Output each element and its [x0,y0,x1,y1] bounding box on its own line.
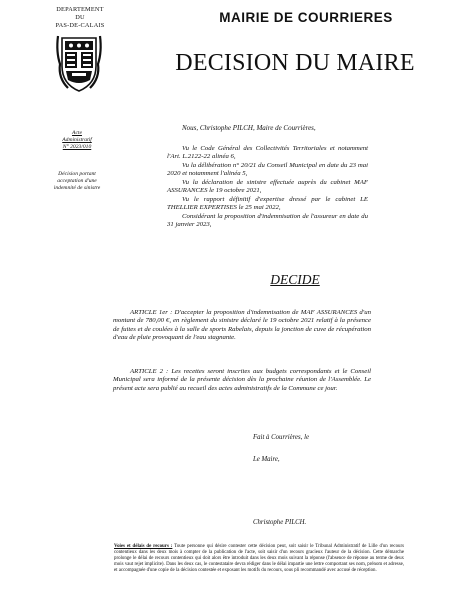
coat-of-arms-icon [54,34,104,94]
mairie-title: MAIRIE DE COURRIERES [219,10,393,25]
signature-place-date: Fait à Courrières, le [253,434,310,441]
vu-paragraph: Vu la délibération n° 20/21 du Conseil Municipal en date du 23 mai 2020 et notamment l'alinéa 5, [167,161,368,178]
subject-line: acceptation d'une [57,178,97,184]
decision-subject [16,171,138,192]
subject-line: Décision portant [58,171,96,177]
signature-name: Christophe PILCH. [253,519,307,526]
article-1: ARTICLE 1er : D'accepter la proposition d'indemnisation de MAF ASSURANCES d'un montant de 780,00 €, en règlement du sinistre déclaré le 19 octobre 2021 relatif à la présence de fuites et de coulées à la salle de sports Rabelais, depuis la jonction de cuve de récupération d'eau de pluie provoquant de l'eau stagnante. [113,309,371,342]
department-line: DEPARTEMENT [56,6,104,13]
signature-role: Le Maire, [253,456,280,463]
decide-heading: DECIDE [270,272,320,287]
department-line: PAS-DE-CALAIS [55,22,105,29]
vu-paragraph: Vu le Code Général des Collectivités Territoriales et notamment l'Art. L.2122-22 alinéa 6, [167,145,368,161]
vu-paragraph: Vu le rapport définitif d'expertise dressé par le cabinet LE THELLIER EXPERTISES le 25 mai 2022, [167,195,368,212]
acte-line: Acte [72,130,82,136]
vu-paragraph: Vu la déclaration de sinistre effectuée auprès du cabinet MAF ASSURANCES le 19 octobre 2021, [167,178,368,195]
department-block [24,6,136,30]
acte-reference [16,130,138,151]
appeal-notice-text: Toute personne qui désire contester cette décision peut, soit saisir le Tribunal Administratif de Lille d'un recours contentieux dans les deux mois à compter de la publication de l'acte, soit saisir d'un recours gracieux l'auteur de la décision. Cette démarche prolonge le délai de recours contentieux qui doit alors être introduit dans les deux mois suivant la réponse (l'absence de réponse au terme de deux mois vaut rejet implicite). Dans les deux cas, le contestataire devra rédiger dans le délai impartie une lettre comportant ses nom, prénom et adresse, et accompagnée d'une copie de la décision contestée et exposant les motifs du recours, sous pli recommandé avec accusé de réception. [114,544,404,573]
preamble-block [167,145,368,230]
acte-number: N° 2023/010 [62,144,92,150]
mayor-statement: Nous, Christophe PILCH, Maire de Courrières, [182,124,316,132]
considerant-paragraph: Considérant la proposition d'indemnisation de l'assureur en date du 31 janvier 2023, [167,212,368,229]
department-line: DU [75,14,85,21]
page-title: DECISION DU MAIRE [175,50,415,76]
appeal-notice [114,544,404,574]
article-2: ARTICLE 2 : Les recettes seront inscrites aux budgets correspondants et le Conseil Municipal sera informé de la présente décision dès la prochaine réunion de l'Assemblée. Le présent acte sera publié au recueil des actes administratifs de la Commune ce jour. [113,368,371,392]
appeal-notice-label: Voies et délais de recours : [114,544,173,549]
subject-line: indemnité de sinistre [53,185,101,191]
acte-line: Administratif [62,137,92,143]
